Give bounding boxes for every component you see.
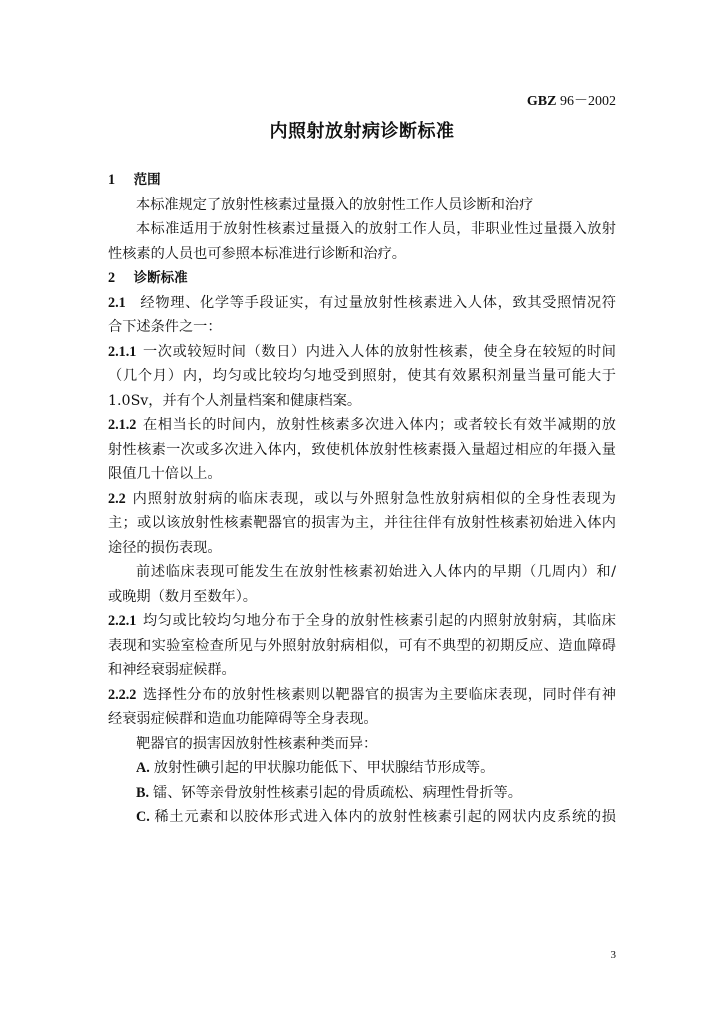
paragraph-line: 性核素的人员也可参照本标准进行诊断和治疗。 [108,245,406,262]
clause-line: 2.2.2 选择性分布的放射性核素则以靶器官的损害为主要临床表现，同时伴有神 [108,686,616,703]
list-item: B. 镭、钚等亲骨放射性核素引起的骨质疏松、病理性骨折等。 [136,784,522,801]
list-item: A. 放射性碘引起的甲状腺功能低下、甲状腺结节形成等。 [136,760,495,776]
clause-line: 2.1 经物理、化学等手段证实，有过量放射性核素进入人体，致其受照情况符 [108,294,616,311]
clause-line: 途径的损伤表现。 [108,539,222,556]
clause-line: 2.1.2 在相当长的时间内，放射性核素多次进入体内；或者较长有效半减期的放 [108,417,616,433]
clause-line: 1.0Sv，并有个人剂量档案和健康档案。 [108,392,362,409]
clause-line: 2.2 内照射放射病的临床表现，或以与外照射急性放射病相似的全身性表现为 [108,490,616,507]
document-title: 内照射放射病诊断标准 [269,121,455,142]
clause-line: 主；或以该放射性核素靶器官的损害为主，并往往伴有放射性核素初始进入体内 [108,515,616,531]
list-item: C. 稀土元素和以胶体形式进入体内的放射性核素引起的网状内皮系统的损 [136,809,616,825]
paragraph-line: 或晚期（数月至数年）。 [108,588,257,605]
clause-line: 和神经衰弱症候群。 [108,662,236,678]
standard-code: GBZ 96－2002 [526,94,616,109]
clause-line: （几个月）内，均匀或比较均匀地受到照射，使其有效累积剂量当量可能大于 [108,368,616,384]
paragraph-line: 本标准适用于放射性核素过量摄入的放射工作人员，非职业性过量摄入放射 [136,221,616,237]
section-heading: 2 诊断标准 [108,270,188,286]
clause-line: 合下述条件之一： [108,319,222,335]
clause-line: 限值几十倍以上。 [108,466,222,482]
clause-line: 2.2.1 均匀或比较均匀地分布于全身的放射性核素引起的内照射放射病，其临床 [108,613,616,629]
clause-line: 表现和实验室检查所见与外照射放射病相似，可有不典型的初期反应、造血障碍 [108,637,616,654]
clause-line: 射性核素一次或多次进入体内，致使机体放射性核素摄入量超过相应的年摄入量 [108,441,616,458]
paragraph-line: 前述临床表现可能发生在放射性核素初始进入人体内的早期（几周内）和/ [136,564,616,580]
paragraph-line: 靶器官的损害因放射性核素种类而异： [136,735,378,752]
page-number: 3 [610,949,616,961]
section-heading: 1 范围 [108,172,161,188]
clause-line: 经衰弱症候群和造血功能障碍等全身表现。 [108,711,378,727]
document-body [108,168,616,830]
clause-line: 2.1.1 一次或较短时间（数日）内进入人体的放射性核素，使全身在较短的时间 [108,343,616,360]
paragraph-line: 本标准规定了放射性核素过量摄入的放射性工作人员诊断和治疗 [136,196,534,213]
